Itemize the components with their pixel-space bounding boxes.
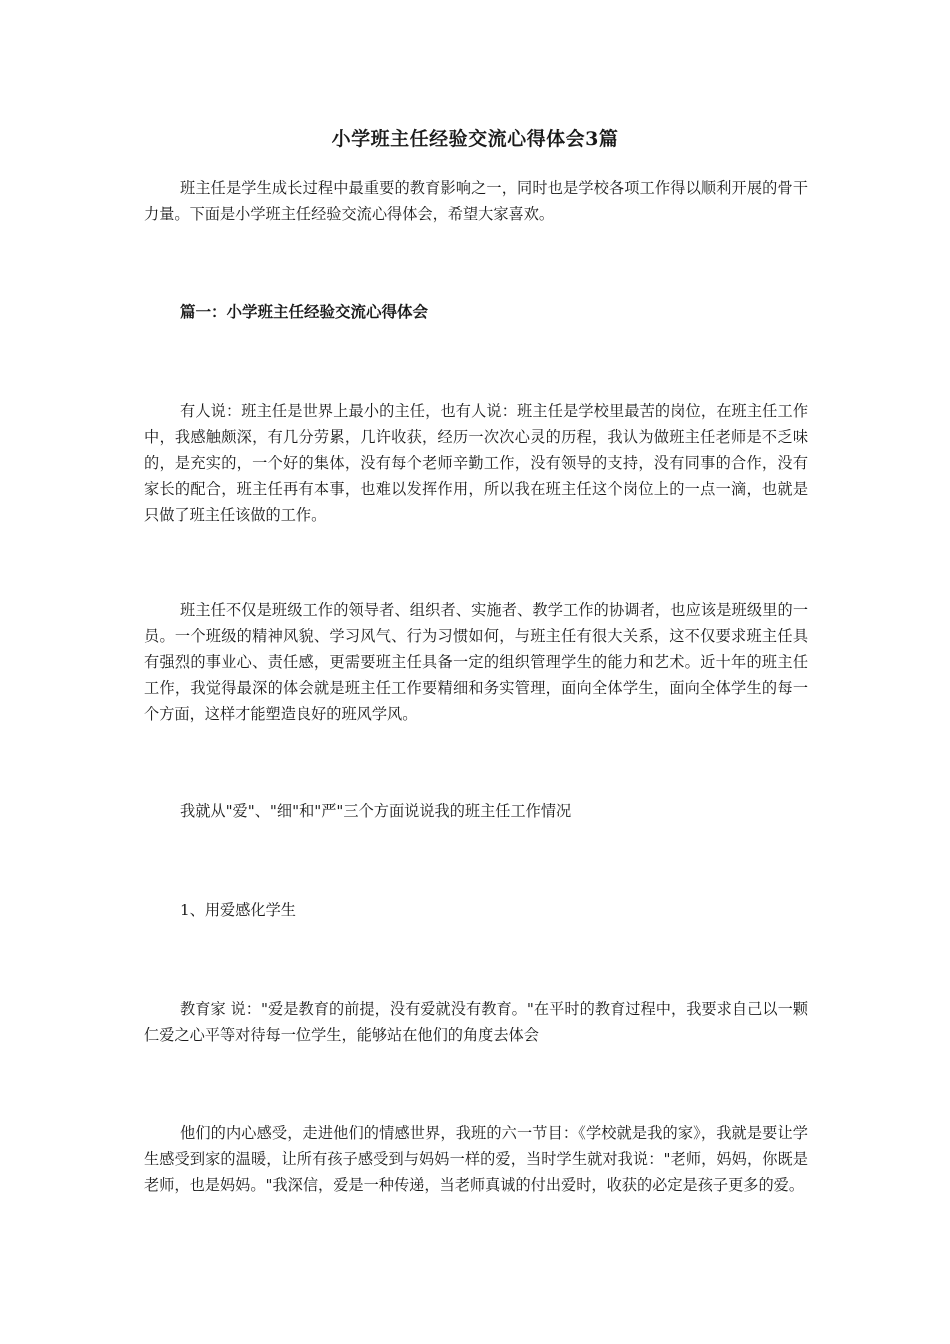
section-heading: 篇一：小学班主任经验交流心得体会: [180, 302, 429, 321]
body-paragraph-6: 他们的内心感受，走进他们的情感世界，我班的六一节目：《学校就是我的家》，我就是要让学生感受到家的温暖，让所有孩子感受到与妈妈一样的爱，当时学生就对我说："老师，妈妈，你既是老师，也是妈妈。"我深信，爱是一种传递，当老师真诚的付出爱时，收获的必定是孩子更多的爱。: [144, 1124, 808, 1194]
body-line-4: 1、用爱感化学生: [180, 901, 296, 919]
body-line-3: 我就从"爱"、"细"和"严"三个方面说说我的班主任工作情况: [180, 802, 572, 820]
document-title: 小学班主任经验交流心得体会3篇: [331, 128, 619, 150]
intro-paragraph: 班主任是学生成长过程中最重要的教育影响之一，同时也是学校各项工作得以顺利开展的骨干力量。下面是小学班主任经验交流心得体会，希望大家喜欢。: [144, 179, 808, 223]
body-paragraph-5: 教育家 说："爱是教育的前提，没有爱就没有教育。"在平时的教育过程中，我要求自己以一颗仁爱之心平等对待每一位学生，能够站在他们的角度去体会: [144, 1000, 808, 1044]
body-paragraph-2: 班主任不仅是班级工作的领导者、组织者、实施者、教学工作的协调者，也应该是班级里的一员。一个班级的精神风貌、学习风气、行为习惯如何，与班主任有很大关系，这不仅要求班主任具有强烈的事业心、责任感，更需要班主任具备一定的组织管理学生的能力和艺术。近十年的班主任工作，我觉得最深的体会就是班主任工作要精细和务实管理，面向全体学生，面向全体学生的每一个方面，这样才能塑造良好的班风学风。: [144, 601, 808, 723]
body-paragraph-1: 有人说：班主任是世界上最小的主任，也有人说：班主任是学校里最苦的岗位，在班主任工作中，我感触颇深，有几分劳累，几许收获，经历一次次心灵的历程，我认为做班主任老师是不乏味的，是充实的，一个好的集体，没有每个老师辛勤工作，没有领导的支持，没有同事的合作，没有家长的配合，班主任再有本事，也难以发挥作用，所以我在班主任这个岗位上的一点一滴，也就是只做了班主任该做的工作。: [144, 402, 808, 524]
